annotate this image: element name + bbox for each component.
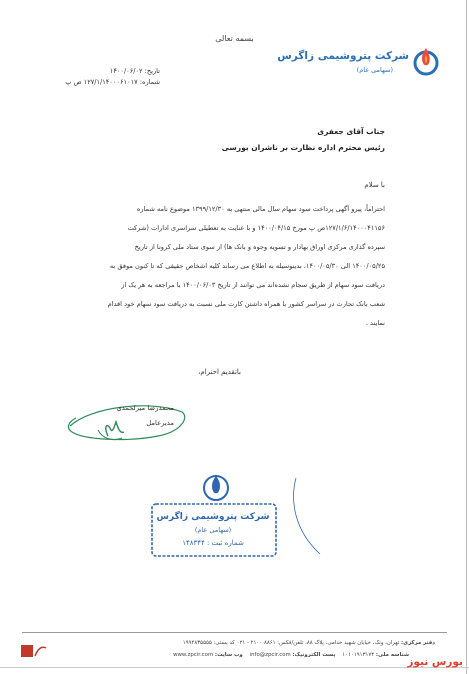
signatory-name: محمدرضا میرلحمدی bbox=[116, 404, 174, 412]
certification-logo-icon bbox=[20, 642, 48, 660]
salutation: با سلام bbox=[364, 181, 385, 189]
body-line: دریافت سود سهام از طریق سجام نشده‌اند می توانند از تاریخ ۱۴۰۰/۰۶/۰۳ با مراجعه به هر یک از bbox=[121, 281, 385, 289]
body-line: ۱۴۰۰/۰۵/۲۵ الی ۱۴۰۰/۰۵/۳۰، بدینوسیله به اطلاع می رساند کلیه اشخاص حقیقی که تا کنون موفق به bbox=[109, 262, 385, 270]
letter-body bbox=[85, 200, 385, 333]
body-line: ۱۲۷/۱/۶/۱۴۰۰۰۴۱۱۵۶ص پ مورخ ۱۴۰۰/۰۴/۱۵ و با عنایت به تعطیلی سراسری ادارات (شرکت bbox=[127, 224, 385, 232]
footer-website: www.zpcir.com bbox=[173, 652, 214, 658]
stamp-registration: شماره ثبت : ۱۴۸۳۴۴ bbox=[182, 539, 244, 547]
body-line: شعب بانک تجارت در سراسر کشور با همراه داشتن کارت ملی نسبت به دریافت سود سهام خود اقدام bbox=[107, 300, 385, 308]
footer-email: info@zpcir.com bbox=[249, 652, 291, 658]
addressee-name: جناب آقای جعفری bbox=[317, 127, 385, 136]
signatory-title: مدیرعامل bbox=[146, 419, 174, 427]
footer-address-text: تهران، ونک، خیابان شهید خدامی، پلاک ۸۸، تلفن/فکس: ۸۸۶۱ ۲۱۰۰ - ۰۲۱ کد پستی: ۱۹۹۴۸۳۵۵۵۵ bbox=[182, 640, 400, 646]
stamp-company-name: شرکت پتروشیمی زاگرس bbox=[156, 512, 270, 522]
letter-meta bbox=[30, 66, 160, 88]
footer-address-label: دفتر مرکزی: bbox=[400, 640, 435, 646]
footer-divider bbox=[22, 632, 447, 633]
letter-number: شماره: ۱۲۷/۱/۱۴۰۰۰۶۱۰۱۷ ص پ bbox=[65, 78, 160, 86]
footer-national-id-label: شناسه ملی: bbox=[375, 652, 409, 658]
addressee-title: رئیس محترم اداره نظارت بر ناشران بورسی bbox=[221, 143, 385, 152]
footer-email-label: پست الکترونیک: bbox=[292, 652, 336, 658]
body-line: نمایند . bbox=[365, 319, 385, 327]
company-stamp bbox=[150, 470, 336, 562]
footer-contacts bbox=[173, 652, 409, 658]
page-edge-right bbox=[466, 0, 467, 674]
stamp-company-type: (سهامی عام) bbox=[194, 526, 232, 534]
company-logo bbox=[277, 44, 439, 80]
body-line: سپرده گذاری مرکزی اوراق بهادار و تسویه وجوه و بانک ها) از سوی ستاد ملی کرونا از تاریخ bbox=[134, 243, 385, 251]
signature-block bbox=[62, 392, 192, 448]
letter-date: تاریخ: ۱۴۰۰/۰۶/۰۲ bbox=[109, 67, 160, 75]
company-name: شرکت پتروشیمی زاگرس bbox=[277, 50, 409, 62]
body-line: احتراماً، پیرو آگهی پرداخت سود سهام سال مالی منتهی به ۱۳۹۹/۱۲/۳۰ موضوع نامه شماره bbox=[136, 205, 385, 213]
footer-website-label: وب سایت: bbox=[214, 652, 243, 658]
news-brand-watermark: بورس نیوز bbox=[407, 656, 463, 668]
addressee-block bbox=[222, 124, 385, 156]
basmala-heading: بسمه تعالی bbox=[215, 34, 254, 43]
flame-logo-icon bbox=[413, 44, 439, 78]
footer-address bbox=[183, 640, 435, 646]
footer-national-id: ۱۰۱۰۱۹۱۳۱۷۴ bbox=[342, 652, 375, 658]
closing-phrase: باتقدیم احترام، bbox=[198, 368, 241, 376]
page-edge-bottom bbox=[0, 667, 469, 668]
company-type: (سهامی عام) bbox=[356, 66, 393, 74]
